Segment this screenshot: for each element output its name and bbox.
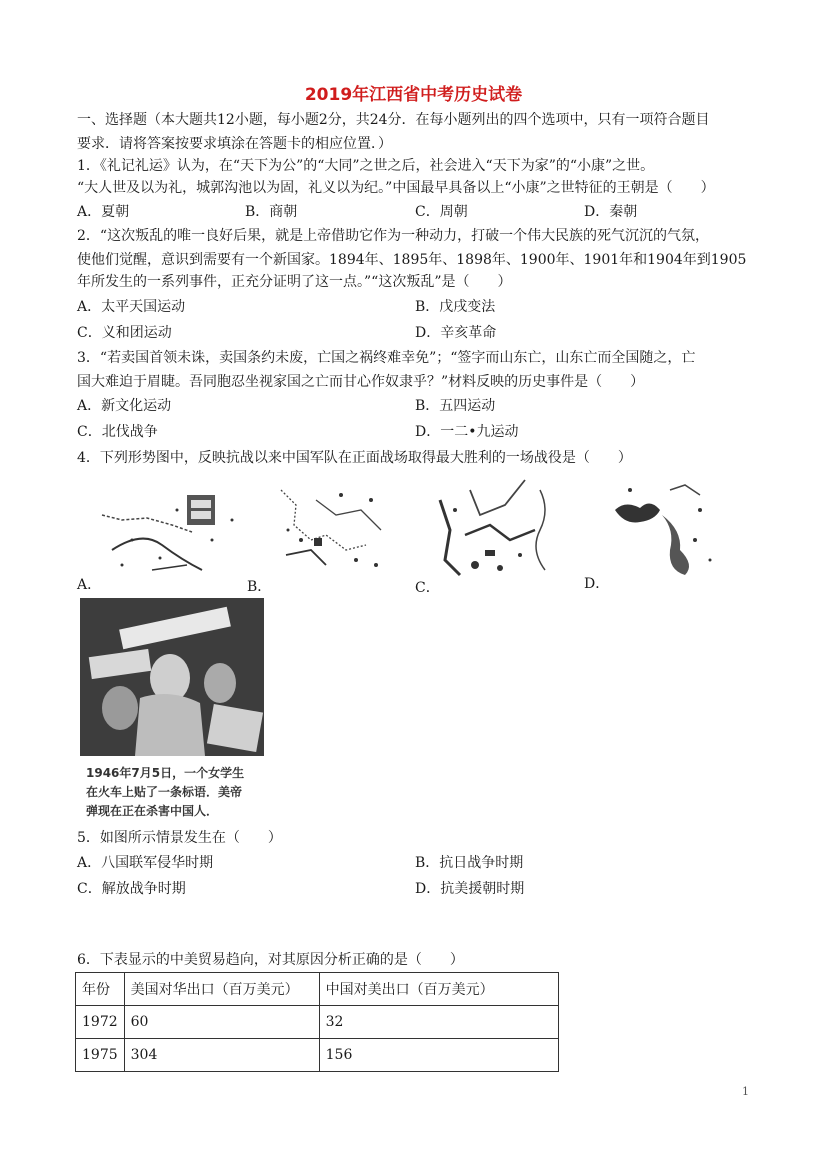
q4-stem: 4．下列形势图中，反映抗战以来中国军队在正面战场取得最大胜利的一场战役是（ ） bbox=[77, 450, 632, 466]
q2-stem-line1: 2．“这次叛乱的唯一良好后果，就是上帝借助它作为一种动力，打破一个伟大民族的死气沉沉的气氛， bbox=[77, 228, 710, 244]
q1-stem-line2: “大人世及以为礼，城郭沟池以为固，礼义以为纪。”中国最早具备以上“小康”之世特征的王朝是（ ） bbox=[77, 180, 715, 196]
photo-caption-line3: 弹现在正在杀害中国人． bbox=[86, 804, 219, 818]
table-cell-year: 1975 bbox=[76, 1039, 125, 1072]
q3-option-a: A．新文化运动 bbox=[77, 398, 172, 414]
q1-stem-line1: 1．《礼记礼运》认为，在“天下为公”的“大同”之世之后，社会进入“天下为家”的“小康”之世。 bbox=[77, 158, 655, 174]
photo-caption-line2: 在火车上贴了一条标语．美帝 bbox=[86, 785, 243, 799]
table-header-row bbox=[76, 973, 559, 1006]
table-row bbox=[76, 1039, 559, 1072]
table-cell-china-exports: 156 bbox=[319, 1039, 558, 1072]
q5-option-a: A．八国联军侵华时期 bbox=[77, 855, 214, 871]
battle-map-c bbox=[430, 470, 560, 585]
table-cell-us-exports: 60 bbox=[124, 1006, 319, 1039]
page-title: 2019年江西省中考历史试卷 bbox=[304, 85, 523, 105]
q2-option-b: B．戊戌变法 bbox=[415, 299, 496, 315]
q2-stem-line3: 年所发生的一系列事件，正充分证明了这一点。”“这次叛乱”是（ ） bbox=[77, 274, 512, 290]
q5-option-d: D．抗美援朝时期 bbox=[415, 881, 525, 897]
q5-option-b: B．抗日战争时期 bbox=[415, 855, 524, 871]
table-cell-us-exports: 304 bbox=[124, 1039, 319, 1072]
q3-stem-line1: 3．“若卖国首领未诛，卖国条约未废，亡国之祸终难幸免”；“签字而山东亡，山东亡而全国随之，亡 bbox=[77, 350, 696, 366]
q2-stem-line2: 使他们觉醒，意识到需要有一个新国家。1894年、1895年、1898年、1900年、1901年和1904年到1905 bbox=[77, 252, 747, 268]
section-instructions-line1: 一、选择题（本大题共12小题，每小题2分，共24分．在每小题列出的四个选项中，只有一项符合题目 bbox=[77, 112, 710, 128]
q4-label-d: D． bbox=[584, 576, 610, 592]
q3-option-d: D．一二•九运动 bbox=[415, 424, 519, 440]
q2-option-c: C．义和团运动 bbox=[77, 325, 172, 341]
table-header-china-exports: 中国对美出口（百万美元） bbox=[319, 973, 558, 1006]
q1-option-b: B．商朝 bbox=[245, 204, 298, 220]
q1-option-d: D．秦朝 bbox=[584, 204, 638, 220]
section-instructions-line2: 要求．请将答案按要求填涂在答题卡的相应位置．） bbox=[77, 136, 392, 152]
q5-stem: 5．如图所示情景发生在（ ） bbox=[77, 830, 282, 846]
q3-option-b: B．五四运动 bbox=[415, 398, 496, 414]
table-cell-year: 1972 bbox=[76, 1006, 125, 1039]
battle-map-a bbox=[92, 470, 242, 585]
q3-option-c: C．北伐战争 bbox=[77, 424, 158, 440]
photo-caption-line1: 1946年7月5日，一个女学生 bbox=[86, 766, 245, 780]
table-cell-china-exports: 32 bbox=[319, 1006, 558, 1039]
q4-label-a: A． bbox=[77, 577, 102, 593]
q1-option-a: A．夏朝 bbox=[77, 204, 130, 220]
q2-option-a: A．太平天国运动 bbox=[77, 299, 186, 315]
trade-table bbox=[75, 972, 559, 1072]
photo-caption bbox=[86, 764, 244, 821]
q5-option-c: C．解放战争时期 bbox=[77, 881, 186, 897]
q4-label-c: C． bbox=[415, 580, 440, 596]
q4-label-b: B． bbox=[247, 579, 272, 595]
q6-stem: 6．下表显示的中美贸易趋向，对其原因分析正确的是（ ） bbox=[77, 952, 464, 968]
table-row bbox=[76, 1006, 559, 1039]
table-header-us-exports: 美国对华出口（百万美元） bbox=[124, 973, 319, 1006]
q1-option-c: C．周朝 bbox=[415, 204, 468, 220]
historical-photo bbox=[80, 598, 264, 756]
page-number: 1 bbox=[742, 1085, 749, 1098]
battle-map-d bbox=[600, 470, 720, 585]
battle-map-b bbox=[266, 470, 396, 580]
q3-stem-line2: 国大难迫于眉睫。吾同胞忍坐视家国之亡而甘心作奴隶乎？”材料反映的历史事件是（ ） bbox=[77, 374, 645, 390]
table-header-year: 年份 bbox=[76, 973, 125, 1006]
q2-option-d: D．辛亥革命 bbox=[415, 325, 497, 341]
